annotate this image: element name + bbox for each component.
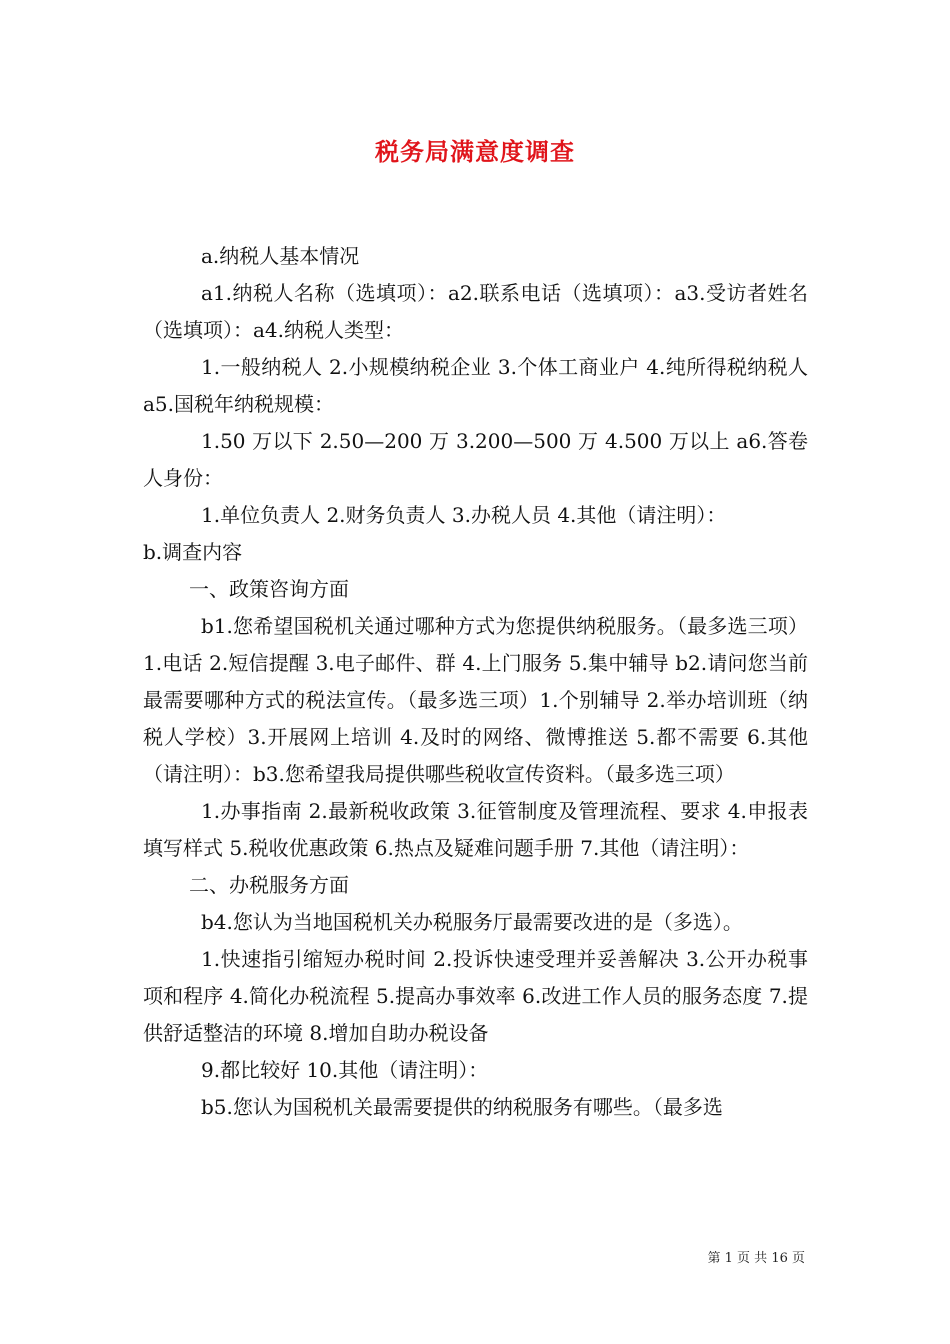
page-number-footer: 第 1 页 共 16 页 — [707, 1251, 805, 1266]
document-body — [143, 238, 808, 1126]
paragraph-b1-b3: b1.您希望国税机关通过哪种方式为您提供纳税服务。（最多选三项）1.电话 2.短信提醒 3.电子邮件、群 4.上门服务 5.集中辅导 b2.请问您当前最需要哪种方式的税法宣传。（最多选三项）1.个别辅导 2.举办培训班（纳税人学校）3.开展网上培训 4.及时的网络、微博推送 5.都不需要 6.其他（请注明）：b3.您希望我局提供哪些税收宣传资料。（最多选三项） — [143, 614, 808, 786]
paragraph-b5: b5.您认为国税机关最需要提供的纳税服务有哪些。（最多选 — [201, 1095, 723, 1119]
paragraph-b3-options: 1.办事指南 2.最新税收政策 3.征管制度及管理流程、要求 4.申报表填写样式 5.税收优惠政策 6.热点及疑难问题手册 7.其他（请注明）： — [143, 799, 808, 860]
paragraph-a4-options: 1.一般纳税人 2.小规模纳税企业 3.个体工商业户 4.纯所得税纳税人 a5.国税年纳税规模： — [143, 355, 808, 416]
subsection-heading-service: 二、办税服务方面 — [189, 873, 349, 897]
paragraph-b4-options-cont: 9.都比较好 10.其他（请注明）： — [201, 1058, 489, 1082]
paragraph-a6-options: 1.单位负责人 2.财务负责人 3.办税人员 4.其他（请注明）： — [201, 503, 727, 527]
paragraph-b4-options: 1.快速指引缩短办税时间 2.投诉快速受理并妥善解决 3.公开办税事项和程序 4.简化办税流程 5.提高办事效率 6.改进工作人员的服务态度 7.提供舒适整洁的环境 8.增加自助办税设备 — [143, 947, 808, 1045]
paragraph-a5-options: 1.50 万以下 2.50—200 万 3.200—500 万 4.500 万以上 a6.答卷人身份： — [143, 429, 808, 490]
section-heading-b: b.调查内容 — [143, 540, 243, 564]
section-heading-a: a.纳税人基本情况 — [201, 244, 360, 268]
paragraph-b4: b4.您认为当地国税机关办税服务厅最需要改进的是（多选）。 — [201, 910, 743, 934]
document-title: 税务局满意度调查 — [375, 137, 575, 166]
subsection-heading-policy: 一、政策咨询方面 — [189, 577, 349, 601]
paragraph-a1-a4: a1.纳税人名称（选填项）：a2.联系电话（选填项）：a3.受访者姓名（选填项）：a4.纳税人类型： — [143, 281, 808, 342]
